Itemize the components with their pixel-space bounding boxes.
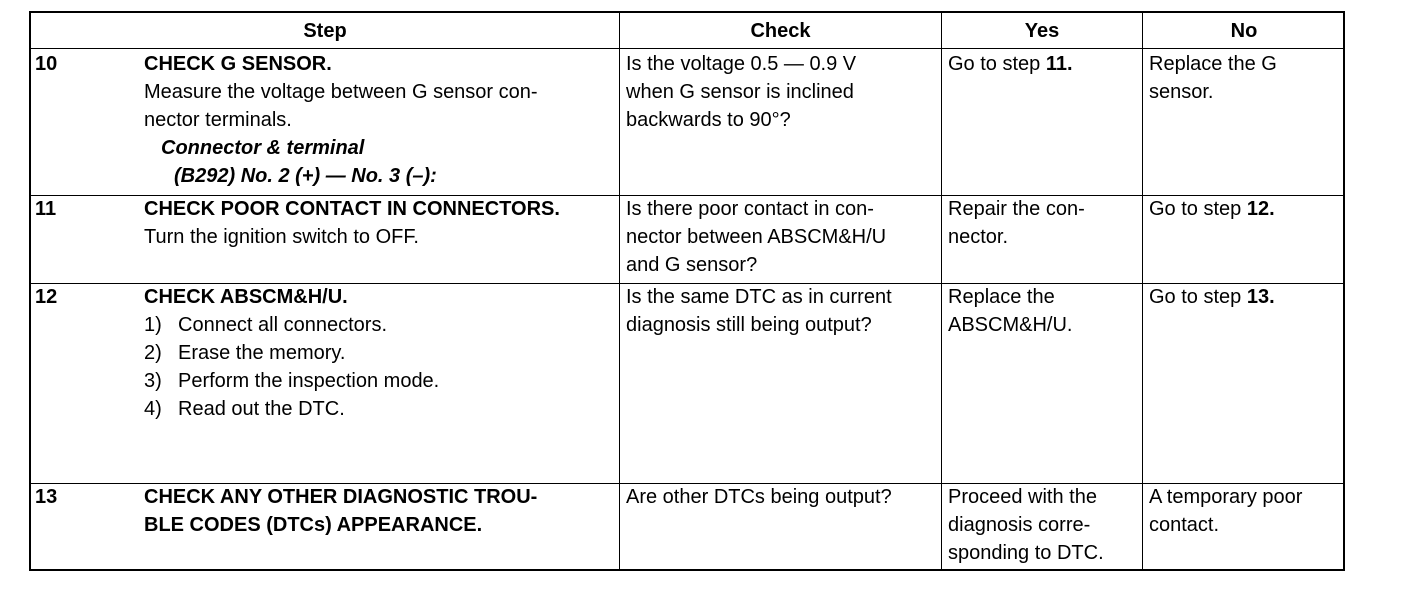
procedure-step-text: Read out the DTC. xyxy=(178,398,345,420)
procedure-step xyxy=(144,367,439,395)
diagnostic-table xyxy=(29,11,1345,571)
yes-line: Replace the xyxy=(948,286,1055,308)
check-content xyxy=(626,483,892,511)
step-title: CHECK POOR CONTACT IN CONNECTORS. xyxy=(144,198,560,220)
no-content xyxy=(1149,50,1277,106)
no-text: Go to step xyxy=(1149,198,1247,220)
step-desc-line: nector terminals. xyxy=(144,109,292,131)
yes-text: Go to step xyxy=(948,53,1046,75)
no-text: Go to step xyxy=(1149,286,1247,308)
check-line: Is there poor contact in con- xyxy=(626,198,874,220)
check-line: when G sensor is inclined xyxy=(626,81,854,103)
check-line: backwards to 90°? xyxy=(626,109,791,131)
check-content xyxy=(626,50,856,134)
no-line: A temporary poor xyxy=(1149,486,1303,508)
procedure-step-number: 4) xyxy=(144,398,162,420)
step-number: 11 xyxy=(35,198,57,220)
procedure-step-text: Perform the inspection mode. xyxy=(178,370,440,392)
header-check: Check xyxy=(750,20,811,42)
step-title: CHECK ABSCM&H/U. xyxy=(144,286,348,308)
procedure-step-text: Erase the memory. xyxy=(178,342,346,364)
yes-line: Proceed with the xyxy=(948,486,1097,508)
step-ref: 11. xyxy=(1045,53,1073,75)
procedure-step xyxy=(144,311,439,339)
step-desc-line: Measure the voltage between G sensor con- xyxy=(144,81,538,103)
no-line: contact. xyxy=(1149,514,1220,536)
step-title-line: CHECK ANY OTHER DIAGNOSTIC TROU- xyxy=(144,486,538,508)
row-divider xyxy=(31,48,1343,49)
check-content xyxy=(626,195,886,279)
yes-content xyxy=(948,283,1072,339)
header-no: No xyxy=(1230,20,1258,42)
no-content xyxy=(1149,195,1275,223)
step-number: 13 xyxy=(35,486,58,508)
yes-line: diagnosis corre- xyxy=(948,514,1091,536)
spec-label: Connector & terminal xyxy=(161,137,365,159)
yes-content xyxy=(948,483,1104,567)
spec-value: (B292) No. 2 (+) — No. 3 (–): xyxy=(174,165,437,187)
no-line: sensor. xyxy=(1149,81,1214,103)
step-content xyxy=(144,195,560,251)
procedure-step-number: 1) xyxy=(144,314,162,336)
check-line: diagnosis still being output? xyxy=(626,314,872,336)
no-content xyxy=(1149,483,1302,539)
check-line: Are other DTCs being output? xyxy=(626,486,892,508)
step-desc-line: Turn the ignition switch to OFF. xyxy=(144,226,419,248)
step-title-line: BLE CODES (DTCs) APPEARANCE. xyxy=(144,514,483,536)
yes-line: ABSCM&H/U. xyxy=(948,314,1073,336)
step-number: 10 xyxy=(35,53,58,75)
step-content xyxy=(144,283,439,423)
step-ref: 13. xyxy=(1246,286,1275,308)
check-content xyxy=(626,283,892,339)
header-yes: Yes xyxy=(1024,20,1060,42)
yes-content xyxy=(948,50,1073,78)
procedure-step xyxy=(144,395,439,423)
column-divider xyxy=(619,13,620,569)
yes-line: Repair the con- xyxy=(948,198,1085,220)
yes-line: nector. xyxy=(948,226,1009,248)
column-divider xyxy=(1142,13,1143,569)
procedure-step xyxy=(144,339,439,367)
step-title: CHECK G SENSOR. xyxy=(144,53,332,75)
step-content xyxy=(144,483,537,539)
procedure-step-number: 3) xyxy=(144,370,162,392)
step-ref: 12. xyxy=(1246,198,1275,220)
check-line: Is the same DTC as in current xyxy=(626,286,892,308)
header-step: Step xyxy=(303,20,347,42)
no-content xyxy=(1149,283,1275,311)
check-line: nector between ABSCM&H/U xyxy=(626,226,887,248)
column-divider xyxy=(941,13,942,569)
step-number: 12 xyxy=(35,286,58,308)
step-content xyxy=(144,50,538,190)
check-line: Is the voltage 0.5 — 0.9 V xyxy=(626,53,857,75)
procedure-step-text: Connect all connectors. xyxy=(178,314,388,336)
yes-line: sponding to DTC. xyxy=(948,542,1104,564)
no-line: Replace the G xyxy=(1149,53,1277,75)
procedure-step-number: 2) xyxy=(144,342,162,364)
yes-content xyxy=(948,195,1085,251)
check-line: and G sensor? xyxy=(626,254,758,276)
